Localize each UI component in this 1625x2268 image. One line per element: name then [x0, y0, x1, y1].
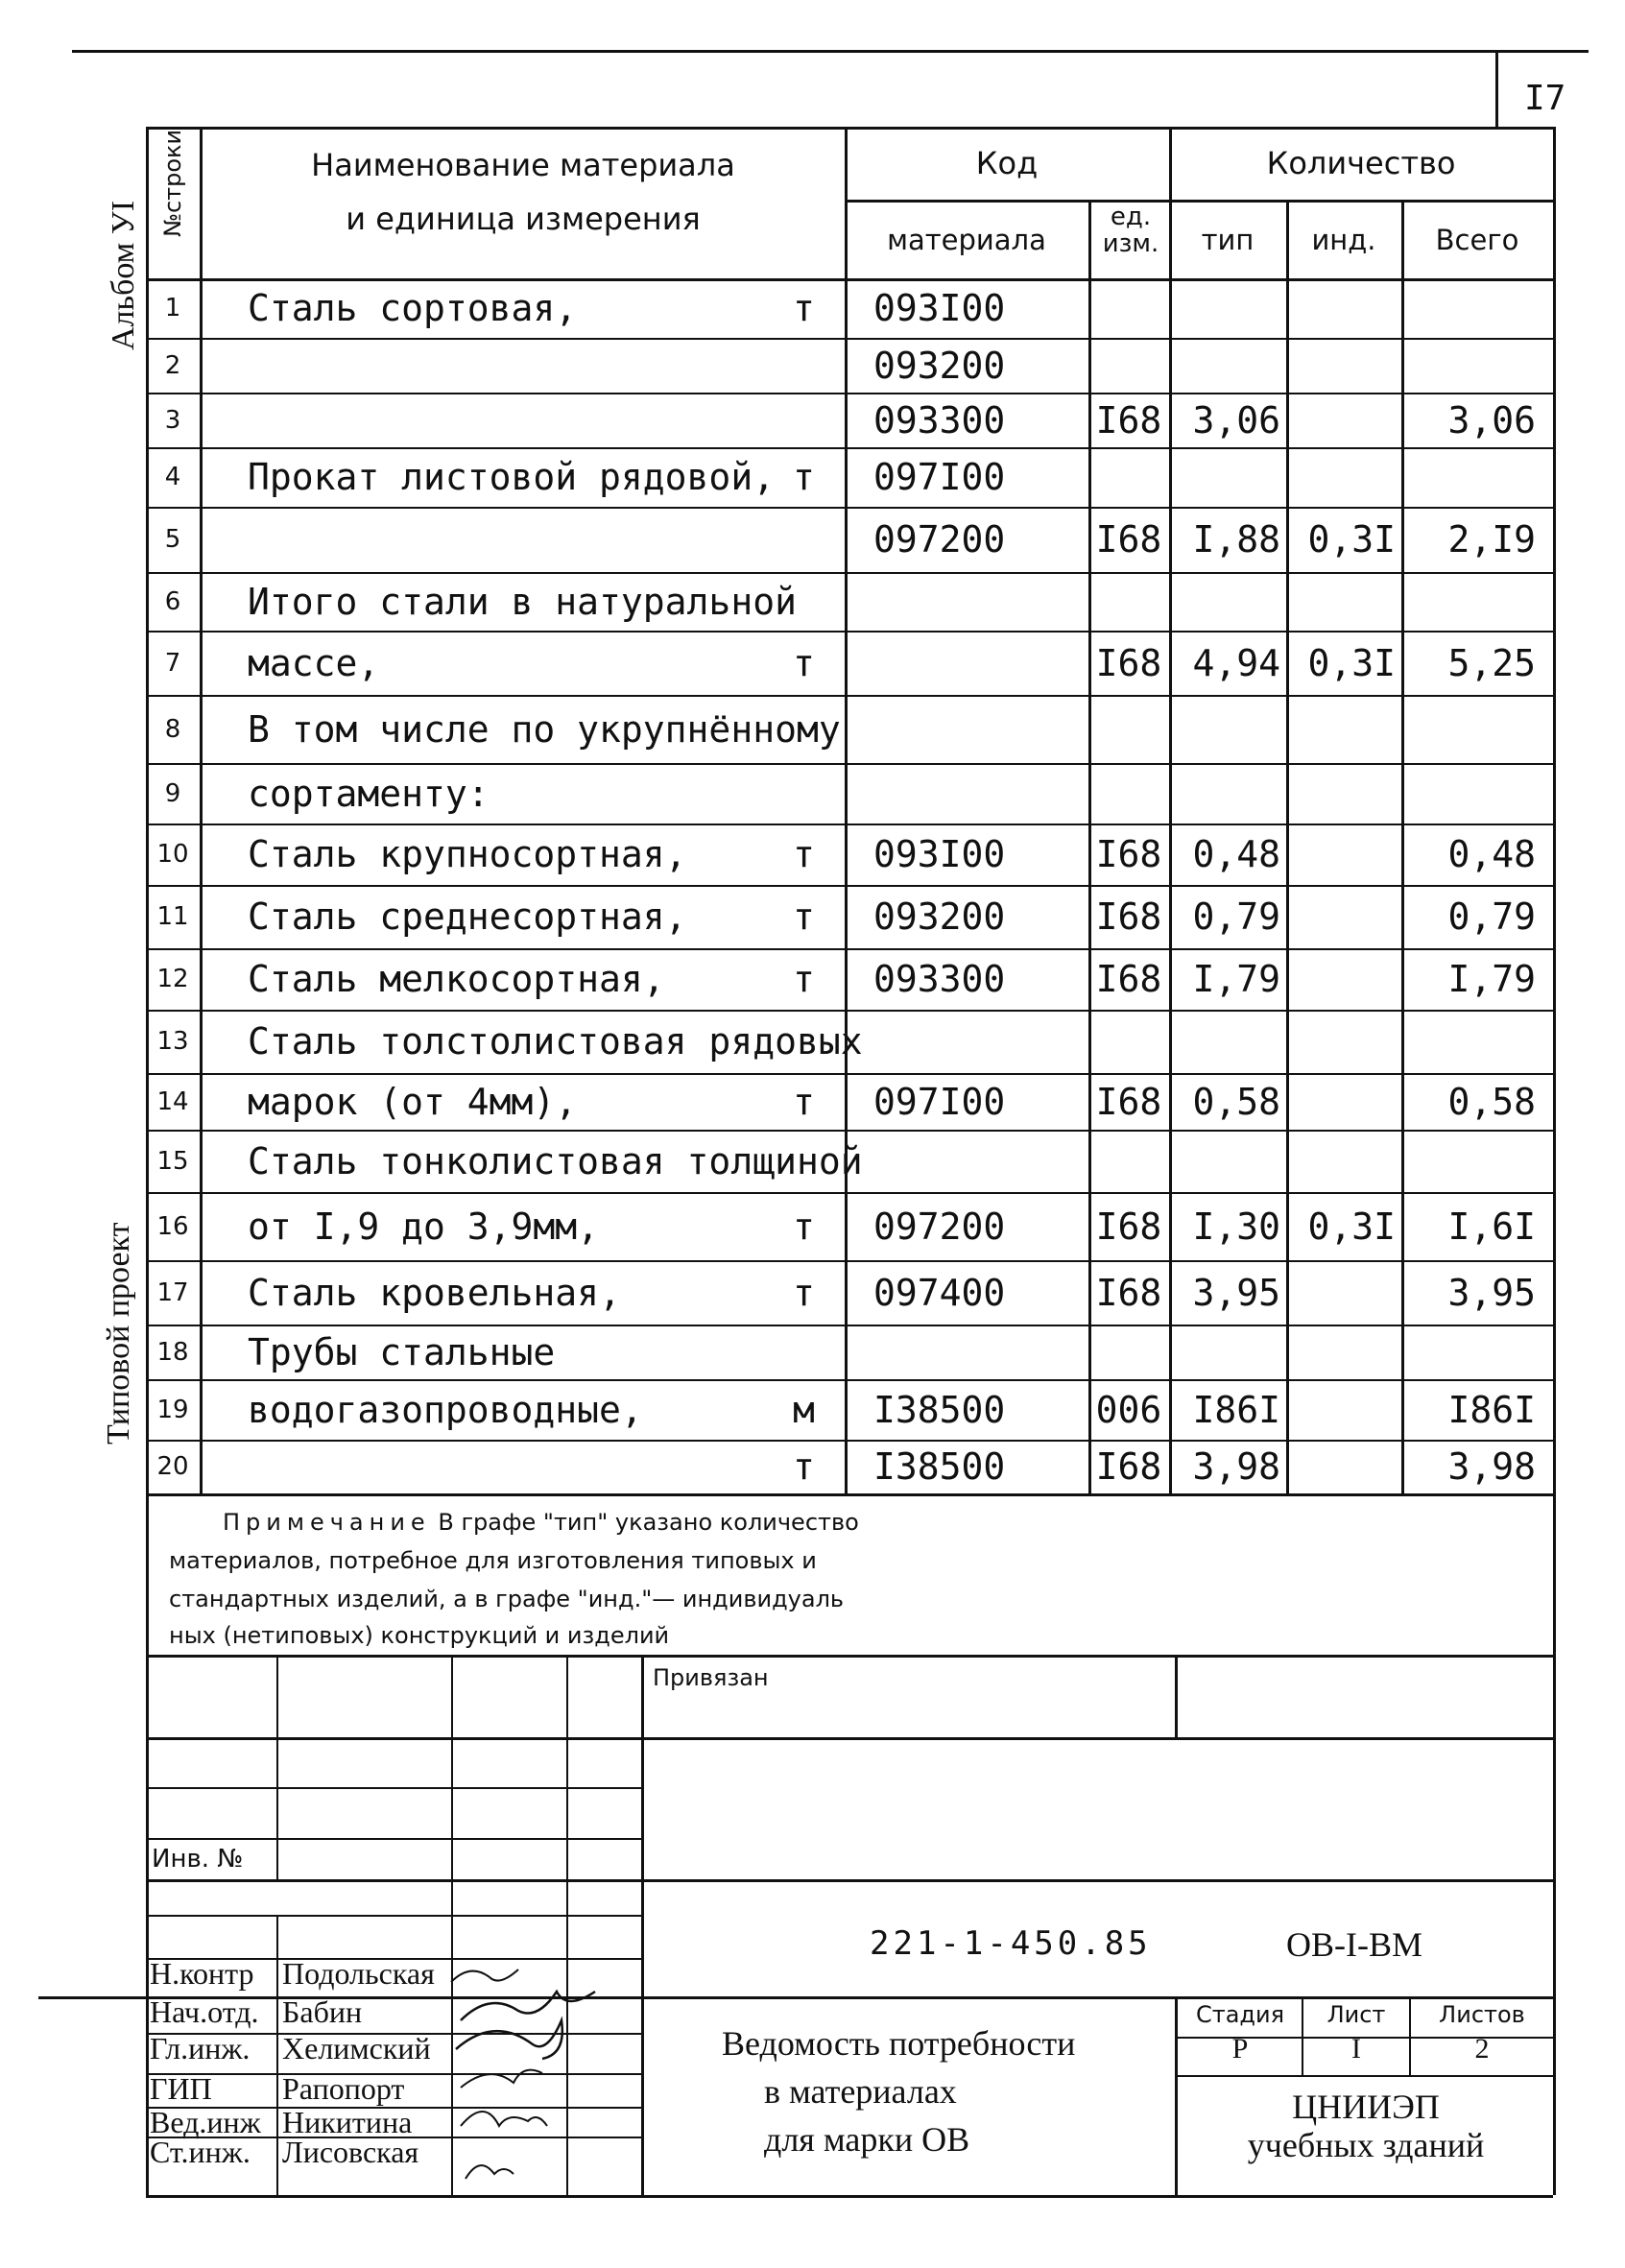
row-unit-code: [1088, 763, 1169, 824]
note-line1: [223, 1509, 859, 1536]
signature-6: [466, 2165, 514, 2179]
row-qty-total: 0,48: [1447, 833, 1536, 875]
row-name: Итого стали в натуральной: [248, 580, 797, 623]
header-q-ind: инд.: [1311, 224, 1376, 256]
col-line-name: [845, 127, 848, 1493]
header-code-unit-line2: изм.: [1102, 229, 1159, 258]
header-code-unit: [1092, 203, 1169, 257]
signature-4: [461, 2070, 542, 2088]
row-unit-code: [1088, 695, 1169, 763]
stamp-stage-bottom: [1175, 2075, 1553, 2077]
header-split: [845, 200, 1553, 203]
row-unit-code: I68: [1095, 1080, 1162, 1123]
row-unit-code: I68: [1095, 641, 1162, 684]
header-code-unit-line1: ед.: [1110, 203, 1152, 231]
row-qty-ind: [1286, 572, 1401, 631]
row-qty-total: I86I: [1447, 1388, 1536, 1431]
row-qty-type: [1177, 1325, 1286, 1379]
row-qty-total: 0,79: [1447, 895, 1536, 938]
row-number: 5: [164, 525, 181, 554]
row-qty-total: [1401, 763, 1553, 824]
row-unit-letter: [793, 1325, 839, 1379]
row-code: 093200: [873, 895, 1006, 938]
row-unit-letter: [793, 1010, 839, 1073]
stage-value: Р: [1231, 2033, 1249, 2065]
row-qty-total: I,6I: [1447, 1205, 1536, 1248]
row-code: 093I00: [873, 287, 1006, 329]
sheets-label: Листов: [1439, 2001, 1525, 2028]
row-qty-total: [1401, 695, 1553, 763]
row-qty-total: [1401, 1325, 1553, 1379]
page-number-box-border: [1495, 50, 1498, 127]
row-unit-code: I68: [1095, 518, 1162, 561]
row-unit-letter: т: [793, 287, 815, 329]
header-q-total: Всего: [1435, 224, 1519, 256]
row-number: 7: [164, 648, 181, 678]
row-unit-letter: [793, 507, 839, 572]
stamp-vline-1b: [276, 1915, 278, 2195]
row-qty-total: [1401, 1010, 1553, 1073]
role-person-name: Рапопорт: [282, 2071, 405, 2106]
signature-2: [461, 1992, 595, 2020]
stage-label: Стадия: [1195, 2001, 1285, 2028]
row-code: [873, 631, 1088, 695]
note-lead: Примечание: [223, 1509, 431, 1536]
row-unit-code: [1088, 278, 1169, 338]
row-unit-letter: [793, 763, 839, 824]
row-qty-total: [1401, 338, 1553, 393]
row-qty-type: [1177, 763, 1286, 824]
sheet-value: I: [1351, 2033, 1361, 2065]
stamp-line-inv: [146, 1879, 1553, 1882]
header-name-line1: Наименование материала: [311, 147, 735, 183]
row-qty-ind: 0,3I: [1307, 641, 1396, 684]
row-qty-type: 0,48: [1192, 833, 1280, 875]
row-number: 20: [156, 1452, 189, 1481]
row-qty-ind: [1286, 763, 1401, 824]
table-right-border: [1553, 127, 1556, 2195]
row-code: 097I00: [873, 456, 1006, 498]
row-name: Сталь толстолистовая рядовых: [248, 1020, 863, 1062]
row-number: 16: [156, 1211, 189, 1241]
note-line2: материалов, потребное для изготовления типовых и: [169, 1547, 817, 1574]
stamp-top: [146, 1655, 1553, 1658]
row-name: Сталь крупносортная,: [248, 833, 687, 875]
row-name: [248, 393, 785, 447]
row-qty-type: [1177, 278, 1286, 338]
header-name-line2: и единица измерения: [346, 201, 701, 237]
row-qty-ind: [1286, 1379, 1401, 1440]
row-number: 8: [164, 714, 181, 744]
row-unit-letter: т: [793, 958, 815, 1000]
document-code: 221-1-450.85: [870, 1924, 1152, 1963]
row-qty-type: [1177, 338, 1286, 393]
row-number: 17: [156, 1277, 189, 1307]
row-unit-letter: т: [793, 1271, 815, 1314]
row-code: 093300: [873, 398, 1006, 442]
sheet-label: Лист: [1326, 2001, 1386, 2028]
header-code: Код: [975, 145, 1039, 181]
stamp-vline-1: [276, 1655, 278, 1879]
row-qty-type: 3,98: [1192, 1445, 1280, 1488]
row-name: [248, 1440, 785, 1493]
role-title: ГИП: [150, 2071, 212, 2106]
row-code: [873, 1130, 1088, 1192]
row-unit-code: I68: [1095, 833, 1162, 875]
row-number: 14: [156, 1086, 189, 1116]
row-qty-type: [1177, 695, 1286, 763]
row-qty-total: I,79: [1447, 958, 1536, 1000]
signature-3: [456, 2020, 562, 2059]
row-qty-ind: [1286, 1440, 1401, 1493]
row-qty-ind: [1286, 885, 1401, 948]
note-line4: ных (нетиповых) конструкций и изделий: [169, 1622, 670, 1649]
row-name: В том числе по укрупнённому: [248, 707, 841, 751]
org-line1: ЦНИИЭП: [1292, 2088, 1440, 2126]
row-number: 19: [156, 1395, 189, 1424]
row-name: Прокат листовой рядовой,: [248, 456, 776, 498]
row-unit-letter: [793, 338, 839, 393]
col-line-unit: [1169, 127, 1172, 1493]
row-qty-ind: [1286, 695, 1401, 763]
row-qty-ind: [1286, 948, 1401, 1010]
row-number: 1: [164, 294, 181, 322]
row-code: [873, 695, 1088, 763]
row-number: 3: [164, 405, 181, 435]
role-person-name: Лисовская: [282, 2135, 419, 2169]
stamp-org-divider: [1175, 1996, 1178, 2195]
row-qty-ind: [1286, 1130, 1401, 1192]
row-qty-ind: [1286, 1260, 1401, 1325]
row-qty-type: [1177, 572, 1286, 631]
row-qty-total: [1401, 1130, 1553, 1192]
header-quantity: Количество: [1266, 145, 1456, 181]
row-name: водогазопроводные,: [248, 1388, 643, 1431]
row-qty-ind: [1286, 447, 1401, 507]
role-title: Ст.инж.: [150, 2135, 251, 2169]
doc-title-line1: Ведомость потребности: [722, 2024, 1076, 2063]
row-code: I38500: [873, 1445, 1006, 1488]
row-unit-letter: [793, 1130, 839, 1192]
row-number: 6: [164, 586, 181, 616]
note-line1-text: В графе "тип" указано количество: [438, 1509, 859, 1536]
row-qty-type: 3,95: [1192, 1271, 1280, 1314]
top-rule: [72, 50, 1589, 53]
sheets-value: 2: [1474, 2033, 1490, 2065]
org-line2: учебных зданий: [1247, 2126, 1485, 2164]
row-qty-type: 0,79: [1192, 895, 1280, 938]
row-qty-total: [1401, 447, 1553, 507]
role-title: Вед.инж: [150, 2105, 261, 2139]
row-unit-code: I68: [1095, 895, 1162, 938]
sheet-code: ОВ-I-ВМ: [1286, 1925, 1422, 1964]
row-unit-letter: т: [793, 641, 815, 684]
row-number: 15: [156, 1146, 189, 1176]
row-qty-ind: [1286, 1073, 1401, 1130]
row-line: [146, 1493, 1553, 1495]
row-unit-code: I68: [1095, 398, 1162, 442]
row-code: 097200: [873, 518, 1006, 561]
row-number: 13: [156, 1027, 189, 1056]
row-unit-code: I68: [1095, 958, 1162, 1000]
row-qty-type: I,79: [1192, 958, 1280, 1000]
stamp-line-2: [146, 1737, 1553, 1740]
row-qty-type: [1177, 447, 1286, 507]
project-label: Типовой проект: [101, 1222, 136, 1444]
row-code: [873, 763, 1088, 824]
row-unit-letter: т: [793, 1080, 815, 1123]
row-unit-code: [1088, 338, 1169, 393]
row-code: 093200: [873, 344, 1006, 387]
row-qty-type: I,88: [1192, 518, 1280, 561]
album-label: Альбом УI: [106, 200, 141, 350]
row-unit-letter: м: [793, 1388, 815, 1431]
row-qty-total: 0,58: [1447, 1080, 1536, 1123]
row-qty-type: I,30: [1192, 1205, 1280, 1248]
row-code: 097200: [873, 1205, 1006, 1248]
row-qty-type: 3,06: [1192, 398, 1280, 442]
row-unit-letter: т: [793, 1205, 815, 1248]
row-qty-total: 5,25: [1447, 641, 1536, 684]
row-qty-ind: [1286, 393, 1401, 447]
row-qty-ind: 0,3I: [1307, 1205, 1396, 1248]
row-unit-code: [1088, 1325, 1169, 1379]
header-row-no: №строки: [159, 129, 186, 237]
row-unit-letter: т: [793, 1445, 815, 1488]
row-qty-ind: 0,3I: [1307, 518, 1396, 561]
role-person-name: Подольская: [282, 1956, 435, 1991]
row-qty-total: 2,I9: [1447, 518, 1536, 561]
signature-5: [461, 2112, 547, 2126]
header-code-material: материала: [887, 224, 1046, 256]
page-number: I7: [1524, 79, 1566, 118]
note-line3: стандартных изделий, а в графе "инд."— индивидуаль: [169, 1586, 845, 1612]
row-name: сортаменту:: [248, 772, 490, 815]
row-name: [248, 338, 785, 393]
role-title: Н.контр: [150, 1956, 254, 1991]
row-unit-code: [1088, 572, 1169, 631]
row-number: 18: [156, 1337, 189, 1367]
row-name: марок (от 4мм),: [248, 1080, 578, 1123]
privyazan-label: Привязан: [653, 1664, 769, 1691]
row-qty-ind: [1286, 338, 1401, 393]
row-unit-letter: т: [793, 895, 815, 938]
row-unit-code: [1088, 447, 1169, 507]
row-unit-code: [1088, 1010, 1169, 1073]
inv-no-label: Инв. №: [152, 1845, 244, 1874]
role-person-name: Бабин: [282, 1994, 363, 2029]
row-qty-type: [1177, 1130, 1286, 1192]
stamp-line-roles: [38, 1996, 1553, 1999]
row-unit-letter: т: [793, 456, 815, 498]
row-name: Сталь мелкосортная,: [248, 958, 665, 1000]
table-top-border: [146, 127, 1553, 130]
row-name: Сталь кровельная,: [248, 1271, 621, 1314]
row-code: [873, 572, 1088, 631]
row-qty-type: 4,94: [1192, 641, 1280, 684]
row-number: 11: [156, 902, 189, 931]
row-qty-ind: [1286, 1325, 1401, 1379]
row-number: 12: [156, 965, 189, 993]
row-qty-total: [1401, 278, 1553, 338]
row-qty-type: I86I: [1192, 1388, 1280, 1431]
role-person-name: Никитина: [282, 2105, 413, 2139]
handwritten-signatures: [442, 1958, 643, 2198]
col-line-rowno: [200, 127, 203, 1493]
row-number: 10: [156, 840, 189, 869]
row-code: 093300: [873, 958, 1006, 1000]
row-qty-total: 3,95: [1447, 1271, 1536, 1314]
row-code: [873, 1325, 1088, 1379]
row-code: 093I00: [873, 833, 1006, 875]
row-unit-letter: [793, 572, 839, 631]
row-unit-code: 006: [1095, 1388, 1162, 1431]
row-name: [248, 507, 785, 572]
row-qty-ind: [1286, 278, 1401, 338]
row-code: 097I00: [873, 1080, 1006, 1123]
row-name: массе,: [248, 641, 380, 684]
row-qty-ind: [1286, 1010, 1401, 1073]
row-code: 097400: [873, 1271, 1006, 1314]
role-person-name: Хелимский: [282, 2031, 431, 2065]
row-number: 9: [164, 778, 181, 808]
role-title: Нач.отд.: [150, 1994, 259, 2029]
doc-title-line2: в материалах: [764, 2072, 957, 2111]
row-name: Сталь тонколистовая толщиной: [248, 1139, 863, 1182]
row-unit-letter: [793, 393, 839, 447]
row-unit-code: [1088, 1130, 1169, 1192]
row-name: Сталь сортовая,: [248, 287, 578, 329]
signature-1: [451, 1970, 518, 1982]
row-qty-total: 3,06: [1447, 398, 1536, 442]
row-qty-total: [1401, 572, 1553, 631]
stamp-privyazan-divider: [1175, 1655, 1178, 1737]
row-name: Трубы стальные: [248, 1330, 556, 1373]
row-qty-type: 0,58: [1192, 1080, 1280, 1123]
row-unit-code: I68: [1095, 1445, 1162, 1488]
row-unit-code: I68: [1095, 1271, 1162, 1314]
row-unit-letter: т: [793, 833, 815, 875]
row-name: Сталь среднесортная,: [248, 895, 687, 938]
row-number: 2: [164, 350, 181, 380]
stamp-bottom: [146, 2195, 1553, 2198]
role-title: Гл.инж.: [150, 2031, 251, 2065]
row-code: [873, 1010, 1088, 1073]
row-number: 4: [164, 463, 181, 491]
row-qty-total: 3,98: [1447, 1445, 1536, 1488]
header-q-type: тип: [1201, 224, 1255, 256]
row-qty-ind: [1286, 824, 1401, 885]
row-code: I38500: [873, 1388, 1006, 1431]
row-name: от I,9 до 3,9мм,: [248, 1205, 600, 1248]
row-qty-type: [1177, 1010, 1286, 1073]
row-unit-letter: [793, 695, 839, 763]
doc-title-line3: для марки ОВ: [764, 2120, 970, 2159]
row-unit-code: I68: [1095, 1205, 1162, 1248]
